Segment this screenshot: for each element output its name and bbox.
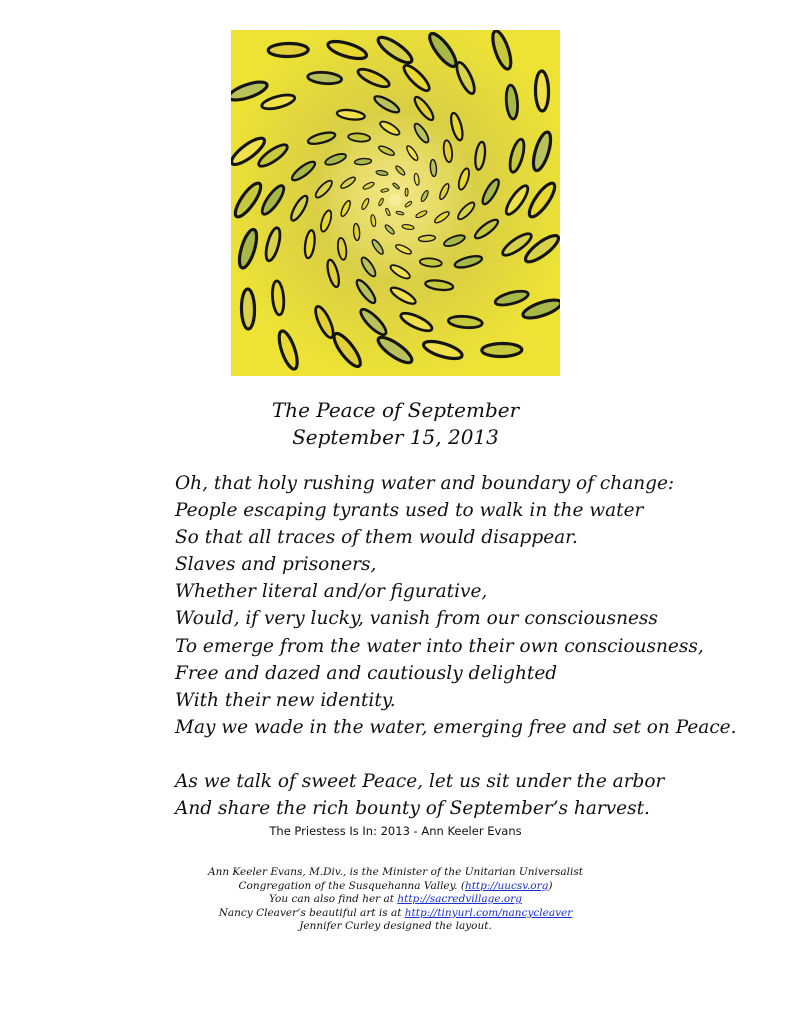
credit-line: The Priestess Is In: 2013 - Ann Keeler Evans	[269, 824, 522, 838]
leaf-shape	[268, 43, 308, 57]
bio-line-4-prefix: Nancy Cleaver’s beautiful art is at	[218, 906, 405, 919]
stanza-break	[175, 741, 775, 768]
poem-line: So that all traces of them would disappear.	[175, 527, 578, 549]
painting-center	[389, 194, 401, 206]
abstract-leaf-painting	[231, 30, 560, 376]
author-bio	[0, 866, 791, 934]
poem-title: The Peace of September	[271, 398, 520, 422]
poem-line: May we wade in the water, emerging free and set on Peace.	[175, 716, 737, 738]
leaf-shape	[354, 158, 371, 165]
poem-date: September 15, 2013	[292, 425, 499, 449]
leaf-shape	[405, 188, 408, 196]
poem-line: To emerge from the water into their own consciousness,	[175, 635, 704, 657]
painting-svg	[231, 30, 560, 376]
uucsv-link[interactable]: http://uucsv.org	[464, 879, 549, 892]
leaf-shape	[482, 343, 522, 357]
bio-line-2	[0, 880, 791, 894]
bio-line-4	[0, 907, 791, 921]
poem-line: Free and dazed and cautiously delighted	[175, 662, 558, 684]
leaf-shape	[241, 289, 255, 329]
poem-line: Whether literal and/or figurative,	[175, 581, 488, 603]
poem-line: And share the rich bounty of September’s harvest.	[175, 798, 650, 820]
bio-line-5: Jennifer Curley designed the layout.	[299, 920, 492, 933]
leaf-shape	[430, 159, 437, 176]
leaf-shape	[535, 71, 549, 111]
sacredvillage-link[interactable]: http://sacredvillage.org	[397, 893, 522, 906]
poem-line: With their new identity.	[175, 689, 396, 711]
bio-line-2-prefix: Congregation of the Susquehanna Valley. (	[238, 879, 465, 892]
bio-line-3-prefix: You can also find her at	[269, 893, 398, 906]
leaf-shape	[353, 223, 360, 240]
bio-line-1: Ann Keeler Evans, M.Div., is the Minister of the Unitarian Universalist	[207, 866, 583, 878]
poem-line: Would, if very lucky, vanish from our consciousness	[175, 608, 658, 630]
poem-line: Slaves and prisoners,	[175, 554, 377, 576]
poem-line: Oh, that holy rushing water and boundary of change:	[175, 473, 675, 494]
poem-line: As we talk of sweet Peace, let us sit under the arbor	[175, 770, 665, 792]
bio-line-2-suffix: )	[548, 879, 553, 892]
leaf-shape	[418, 235, 435, 242]
nancycleaver-link[interactable]: http://tinyurl.com/nancycleaver	[404, 906, 573, 919]
poem-line: People escaping tyrants used to walk in the water	[175, 500, 644, 522]
bio-line-3	[0, 893, 791, 907]
poem-body	[175, 470, 775, 822]
